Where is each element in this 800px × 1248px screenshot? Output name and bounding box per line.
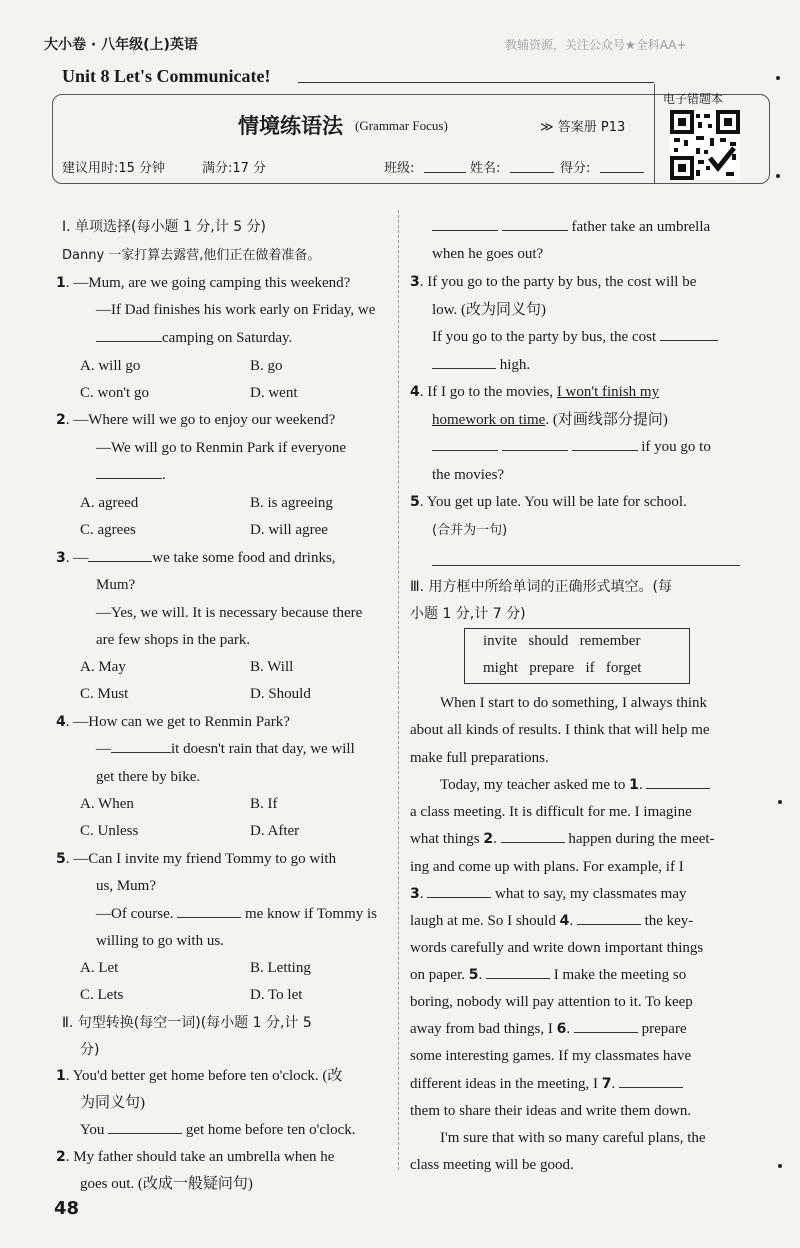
s2q3-number: 3 (410, 274, 420, 290)
score-label: 得分: (560, 161, 591, 176)
section2-title: Ⅱ. 句型转换(每空一词)(每小题 1 分,计 5 (62, 1015, 312, 1031)
passage-line16: them to share their ideas and write them down. (410, 1103, 692, 1119)
s2q3-blank2[interactable] (432, 352, 496, 369)
s2q3-line3 (432, 324, 718, 351)
q4-number: 4 (56, 714, 66, 730)
q4-option-b[interactable]: B. If (250, 796, 278, 812)
s2q4-line4: the movies? (432, 467, 505, 483)
s2q5-text1: . You get up late. You will be late for school. (419, 494, 687, 510)
passage-line15: different ideas in the meeting, I 7. (410, 1071, 683, 1098)
score-info: 满分:17 分 (202, 161, 267, 176)
s2q1-text3b: get home before ten o'clock. (185, 1122, 356, 1138)
passage-text: what to say, my classmates may (495, 886, 687, 902)
s2q2-blank1[interactable] (432, 214, 498, 231)
word-box-row1: invite should remember (483, 633, 641, 649)
q4-blank[interactable] (111, 736, 171, 753)
passage-blank-6[interactable] (574, 1016, 638, 1033)
passage-line6: what things 2. happen during the meet- (410, 826, 715, 853)
s2q4-text2b: . (对画线部分提问) (545, 412, 668, 428)
word-box (464, 628, 690, 684)
passage-text: laugh at me. So I should (410, 913, 560, 929)
passage-text: prepare (641, 1021, 687, 1037)
q2-text3: . (162, 467, 166, 483)
s2q3-text4: high. (499, 357, 531, 373)
s2q5-answer-line[interactable] (432, 565, 740, 566)
qr-divider (654, 84, 655, 184)
q2-line2: —We will go to Renmin Park if everyone (96, 440, 346, 456)
s2q1-line2: 为同义句) (80, 1095, 145, 1111)
q5-text3a: —Of course. (96, 906, 174, 922)
q3-line4: are few shops in the park. (96, 632, 251, 648)
q1-line1 (56, 270, 350, 297)
q5-line4: willing to go with us. (96, 933, 224, 949)
page-subtitle: (Grammar Focus) (355, 118, 448, 133)
s2q5-line2: (合并为一句) (432, 523, 508, 538)
q2-number: 2 (56, 412, 66, 428)
q2-option-d[interactable]: D. will agree (250, 522, 328, 538)
blank-number-1: 1 (629, 777, 639, 793)
passage-text: happen during the meet- (568, 831, 715, 847)
blank-number-3: 3 (410, 886, 420, 902)
blank-number-7: 7 (601, 1076, 612, 1092)
section2-title-cont: 分) (80, 1042, 100, 1058)
q4-text2a: — (96, 741, 111, 757)
q5-option-d[interactable]: D. To let (250, 987, 303, 1003)
q2-option-a[interactable]: A. agreed (80, 495, 139, 511)
s2q3-line2: low. (改为同义句) (432, 302, 547, 318)
passage-p3-line1: I'm sure that with so many careful plans, the (440, 1130, 706, 1146)
s2q2-text3: father take an umbrella (571, 219, 711, 235)
column-divider (398, 210, 399, 1170)
section3-title: Ⅲ. 用方框中所给单词的正确形式填空。(每 (410, 579, 673, 595)
s2q3-text1: . If you go to the party by bus, the cost will be (419, 274, 697, 290)
page-title: 情境练语法 (238, 114, 343, 138)
word-box-row2: might prepare if forget (483, 660, 642, 676)
q1-line2: —If Dad finishes his work early on Friday, we (96, 302, 376, 318)
section1-title: Ⅰ. 单项选择(每小题 1 分,计 5 分) (62, 219, 267, 235)
edge-mark (778, 1164, 782, 1168)
q2-option-c[interactable]: C. agrees (80, 522, 136, 538)
s2q1-blank[interactable] (108, 1117, 182, 1134)
s2q4-text3: if you go to (641, 439, 711, 455)
q5-line2: us, Mum? (96, 878, 156, 894)
q4-line3: get there by bike. (96, 769, 201, 785)
passage-line11: on paper. 5. I make the meeting so (410, 962, 686, 989)
blank-number-6: 6 (556, 1021, 567, 1037)
q5-line3 (96, 901, 377, 928)
q5-number: 5 (56, 851, 66, 867)
q3-blank[interactable] (88, 545, 152, 562)
s2q5-line1 (410, 489, 687, 516)
passage-p1-line1: When I start to do something, I always think (440, 695, 708, 711)
q5-line1 (56, 846, 336, 873)
passage-line10: words carefully and write down important things (410, 940, 704, 956)
section1-intro: Danny 一家打算去露营,他们正在做着准备。 (62, 248, 321, 263)
s2q2-line2: goes out. (改成一般疑问句) (80, 1176, 253, 1192)
blank-number-2: 2 (483, 831, 494, 847)
s2q4-blank1[interactable] (432, 434, 498, 451)
passage-line13: away from bad things, I 6. prepare (410, 1016, 687, 1043)
name-field[interactable] (510, 172, 554, 173)
q3-text1a: . — (65, 550, 89, 566)
s2q4-underlined1: I won't finish my (556, 384, 660, 400)
passage-line9: laugh at me. So I should 4. the key- (410, 908, 693, 935)
s2q2-text1: . My father should take an umbrella when he (65, 1149, 335, 1165)
q1-option-d[interactable]: D. went (250, 385, 298, 401)
passage-p1-line2: about all kinds of results. I think that will help me (410, 722, 710, 738)
q3-line3: —Yes, we will. It is necessary because there (96, 605, 363, 621)
edge-mark (776, 76, 780, 80)
q1-option-a[interactable]: A. will go (80, 358, 141, 374)
s2q3-line4 (432, 352, 530, 379)
passage-line14: some interesting games. If my classmates have (410, 1048, 692, 1064)
watermark-text: 教辅资源，关注公众号★全科AA+ (505, 38, 687, 52)
q3-line2: Mum? (96, 577, 136, 593)
q1-text3: camping on Saturday. (162, 330, 293, 346)
passage-text: Today, my teacher asked me to (440, 777, 630, 793)
passage-blank-2[interactable] (501, 826, 565, 843)
q4-text2b: it doesn't rain that day, we will (171, 741, 355, 757)
s2q4-text1a: . If I go to the movies, (419, 384, 554, 400)
q2-option-b[interactable]: B. is agreeing (250, 495, 333, 511)
q3-option-b[interactable]: B. Will (250, 659, 294, 675)
passage-text: the key- (644, 913, 694, 929)
s2q1-line3 (80, 1117, 356, 1144)
passage-text: on paper. (410, 967, 469, 983)
q2-line1 (56, 407, 335, 434)
qr-code-icon[interactable] (670, 110, 740, 180)
s2q2-line3 (432, 214, 710, 241)
passage-text: what things (410, 831, 484, 847)
passage-line12: boring, nobody will pay attention to it. To keep (410, 994, 693, 1010)
unit-title: Unit 8 Let's Communicate! (62, 66, 271, 86)
s2q2-line4: when he goes out? (432, 246, 544, 262)
passage-line4: Today, my teacher asked me to 1. (440, 772, 710, 799)
q5-option-a[interactable]: A. Let (80, 960, 119, 976)
class-field[interactable] (424, 172, 466, 173)
passage-blank-7[interactable] (619, 1071, 683, 1088)
name-label: 姓名: (470, 161, 501, 176)
q5-option-b[interactable]: B. Letting (250, 960, 311, 976)
time-info: 建议用时:15 分钟 (62, 161, 166, 176)
q1-text1: . —Mum, are we going camping this weekend? (65, 275, 351, 291)
passage-line7: ing and come up with plans. For example, if I (410, 859, 684, 875)
s2q2-number: 2 (56, 1149, 66, 1165)
answer-reference: ≫ 答案册 P13 (540, 120, 626, 135)
score-field[interactable] (600, 172, 644, 173)
q3-text1b: we take some food and drinks, (152, 550, 336, 566)
q1-blank[interactable] (96, 325, 162, 342)
q3-line1 (56, 545, 336, 572)
passage-text: I make the meeting so (553, 967, 687, 983)
s2q1-number: 1 (56, 1068, 66, 1084)
s2q4-underlined2: homework on time (432, 412, 546, 428)
passage-blank-1[interactable] (646, 772, 710, 789)
passage-text: different ideas in the meeting, I (410, 1076, 602, 1092)
q3-option-c[interactable]: C. Must (80, 686, 129, 702)
q4-line1 (56, 709, 290, 736)
s2q4-line3 (432, 434, 711, 461)
passage-p3-line2: class meeting will be good. (410, 1157, 574, 1173)
q5-option-c[interactable]: C. Lets (80, 987, 124, 1003)
q4-option-a[interactable]: A. When (80, 796, 134, 812)
series-title: 大小卷 · 八年级(上)英语 (44, 37, 198, 53)
q4-text1: . —How can we get to Renmin Park? (65, 714, 290, 730)
s2q1-text3a: You (80, 1122, 105, 1138)
q1-option-c[interactable]: C. won't go (80, 385, 149, 401)
q1-number: 1 (56, 275, 66, 291)
page-number: 48 (54, 1198, 80, 1219)
unit-divider (298, 82, 654, 83)
section3-title-cont: 小题 1 分,计 7 分) (410, 606, 526, 622)
q4-option-d[interactable]: D. After (250, 823, 300, 839)
q4-line2 (96, 736, 355, 763)
blank-number-4: 4 (559, 913, 570, 929)
edge-mark (778, 800, 782, 804)
q1-option-b[interactable]: B. go (250, 358, 283, 374)
s2q4-number: 4 (410, 384, 420, 400)
q5-text1: . —Can I invite my friend Tommy to go with (65, 851, 337, 867)
s2q2-blank2[interactable] (502, 214, 568, 231)
s2q3-line1 (410, 269, 696, 296)
s2q2-line1 (56, 1144, 334, 1171)
passage-blank-3[interactable] (427, 881, 491, 898)
q3-number: 3 (56, 550, 66, 566)
edge-mark (776, 174, 780, 178)
s2q4-blank3[interactable] (572, 434, 638, 451)
s2q4-line2 (432, 407, 668, 434)
q3-option-a[interactable]: A. May (80, 659, 126, 675)
q4-option-c[interactable]: C. Unless (80, 823, 139, 839)
s2q1-line1 (56, 1063, 342, 1090)
q1-line3 (96, 325, 292, 352)
passage-p1-line3: make full preparations. (410, 750, 549, 766)
blank-number-5: 5 (468, 967, 479, 983)
s2q3-text3: If you go to the party by bus, the cost (432, 329, 657, 345)
q5-blank[interactable] (177, 901, 241, 918)
q2-blank[interactable] (96, 462, 162, 479)
class-label: 班级: (384, 161, 415, 176)
s2q4-line1 (410, 379, 659, 406)
passage-blank-4[interactable] (577, 908, 641, 925)
q3-option-d[interactable]: D. Should (250, 686, 311, 702)
s2q1-text1: . You'd better get home before ten o'clock. (改 (65, 1068, 343, 1084)
q2-line3 (96, 462, 166, 489)
passage-line5: a class meeting. It is difficult for me. I imagine (410, 804, 692, 820)
passage-text: away from bad things, I (410, 1021, 557, 1037)
passage-line8: 3. what to say, my classmates may (410, 881, 686, 908)
q2-text1: . —Where will we go to enjoy our weekend? (65, 412, 336, 428)
s2q4-blank2[interactable] (502, 434, 568, 451)
q5-text3b: me know if Tommy is (244, 906, 377, 922)
s2q3-blank1[interactable] (660, 324, 718, 341)
passage-blank-5[interactable] (486, 962, 550, 979)
s2q5-number: 5 (410, 494, 420, 510)
qr-label: 电子错题本 (663, 92, 724, 106)
